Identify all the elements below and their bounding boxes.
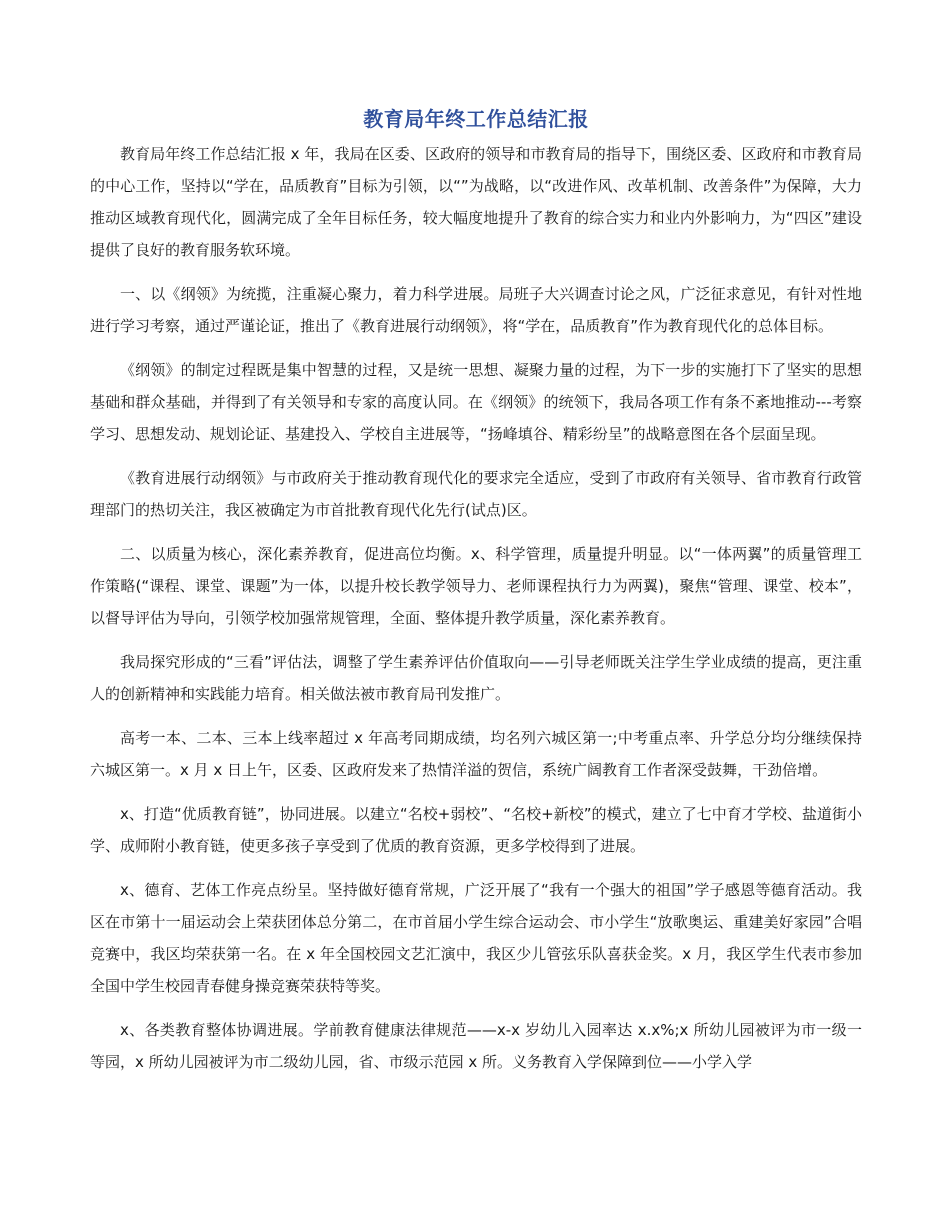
paragraph-gangling-recognition: 《教育进展行动纲领》与市政府关于推动教育现代化的要求完全适应，受到了市政府有关领导、省市教育行政管理部门的热切关注，我区被确定为市首批教育现代化先行(试点)区。 <box>90 469 862 519</box>
paragraph-evaluation-method: 我局探究形成的“三看”评估法，调整了学生素养评估价值取向——引导老师既关注学生学业成绩的提高，更注重人的创新精神和实践能力培育。相关做法被市教育局刊发推广。 <box>90 653 863 703</box>
paragraph-coordinated-development: x、各类教育整体协调进展。学前教育健康法律规范——x-x 岁幼儿入园率达 x.x%;x 所幼儿园被评为市一级一等园，x 所幼儿园被评为市二级幼儿园，省、市级示范园 x 所。义务教育入学保障到位——小学入学 <box>90 1021 862 1071</box>
paragraph-intro: 教育局年终工作总结汇报 x 年，我局在区委、区政府的领导和市教育局的指导下，围绕区委、区政府和市教育局的中心工作，坚持以“学在，品质教育”目标为引领，以“”为战略，以“改进作风、改革机制、改善条件”为保障，大力推动区域教育现代化，圆满完成了全年目标任务，较大幅度地提升了教育的综合实力和业内外影响力，为“四区”建设提供了良好的教育服务软环境。 <box>90 145 862 259</box>
paragraph-gangling-process: 《纲领》的制定过程既是集中智慧的过程，又是统一思想、凝聚力量的过程，为下一步的实施打下了坚实的思想基础和群众基础，并得到了有关领导和专家的高度认同。在《纲领》的统领下，我局各项工作有条不紊地推动---考察学习、思想发动、规划论证、基建投入、学校自主进展等，“扬峰填谷、精彩纷呈”的战略意图在各个层面呈现。 <box>90 361 862 443</box>
paragraph-education-chain: x、打造“优质教育链”，协同进展。以建立“名校+弱校”、“名校+新校”的模式，建立了七中育才学校、盐道街小学、成师附小教育链，使更多孩子享受到了优质的教育资源，更多学校得到了进展。 <box>90 805 862 855</box>
paragraph-moral-arts-sports: x、德育、艺体工作亮点纷呈。坚持做好德育常规，广泛开展了“我有一个强大的祖国”学子感恩等德育活动。我区在市第十一届运动会上荣获团体总分第二，在市首届小学生综合运动会、市小学生“放歌奥运、重建美好家园”合唱竞赛中，我区均荣获第一名。在 x 年全国校园文艺汇演中，我区少儿管弦乐队喜获金奖。x 月，我区学生代表市参加全国中学生校园青春健身操竞赛荣获特等奖。 <box>90 881 862 995</box>
paragraph-section-one: 一、以《纲领》为统揽，注重凝心聚力，着力科学进展。局班子大兴调查讨论之风，广泛征求意见，有针对性地进行学习考察，通过严谨论证，推出了《教育进展行动纲领》，将“学在，品质教育”作为教育现代化的总体目标。 <box>90 285 862 335</box>
document-title: 教育局年终工作总结汇报 <box>363 107 589 131</box>
document-page <box>90 104 862 1090</box>
paragraph-exam-results: 高考一本、二本、三本上线率超过 x 年高考同期成绩，均名列六城区第一;中考重点率、升学总分均分继续保持六城区第一。x 月 x 日上午，区委、区政府发来了热情洋溢的贺信，系统广阔教育工作者深受鼓舞，干劲倍增。 <box>90 729 862 779</box>
paragraph-section-two: 二、以质量为核心，深化素养教育，促进高位均衡。x、科学管理，质量提升明显。以“一体两翼”的质量管理工作策略(“课程、课堂、课题”为一体，以提升校长教学领导力、老师课程执行力为两翼)，聚焦“管理、课堂、校本”，以督导评估为导向，引领学校加强常规管理，全面、整体提升教学质量，深化素养教育。 <box>90 545 862 627</box>
